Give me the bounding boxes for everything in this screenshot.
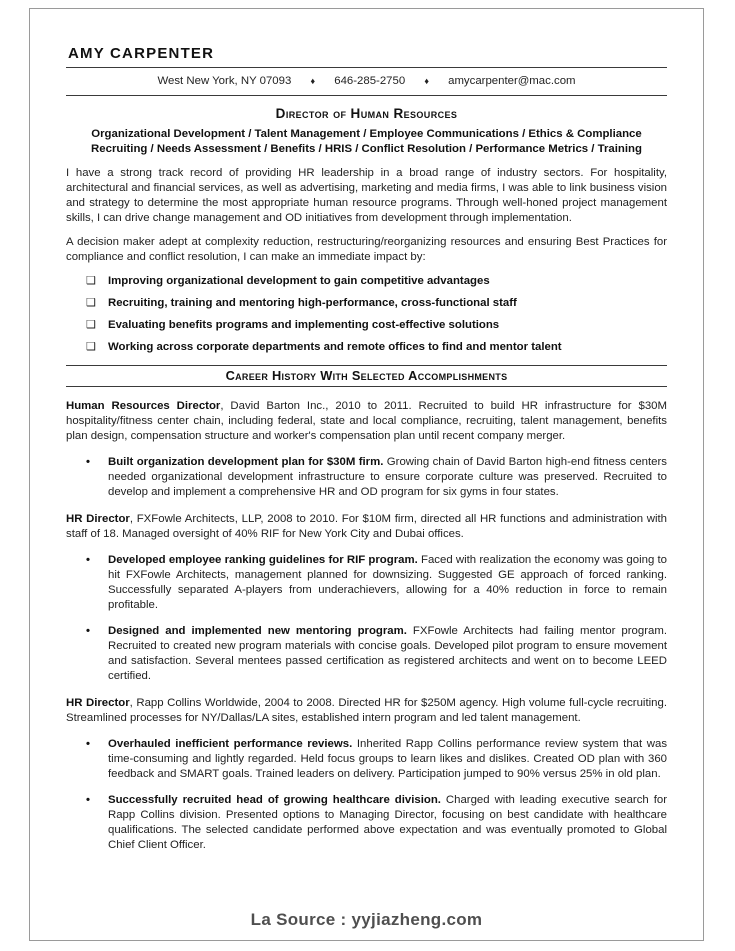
resume-page (29, 8, 704, 941)
diamond-separator-icon: ♦ (310, 76, 316, 86)
job-description: , Rapp Collins Worldwide, 2004 to 2008. Directed HR for $250M agency. High volume full-cycle recruiting. Streamlined processes for NY/Dallas/LA sites, established intern program and led talent management. (66, 697, 667, 724)
accomplishment-detail: Faced with realization the economy was going to hit FXFowle Architects, management planned for downsizing. Suggested GE approach of forced ranking. Successfully separated A-players from underachievers, allowing for a 40% reduction in force to remain profitable. (108, 554, 667, 611)
job-entry (66, 512, 667, 542)
summary-paragraph-1: I have a strong track record of providing HR leadership in a broad range of industry sectors. For hospitality, architectural and financial services, as well as advertising, marketing and media firms, I was able to link business vision and strategy to determine the most appropriate human resource programs. Through well-honed project management skills, I can drive change management and OD initiatives from development through implementation. (66, 167, 667, 224)
checkbox-bullet-icon: ❑ (86, 297, 96, 309)
job-description: , FXFowle Architects, LLP, 2008 to 2010. For $10M firm, directed all HR functions and administration with staff of 18. Managed oversight of 40% RIF for New York City and Dubai offices. (66, 513, 667, 540)
accomplishment-detail: FXFowle Architects had failing mentor program. Recruited to created new program materials with concise goals. Developed pilot program to ensure movement and satisfaction. Several mentees passed certification as registered architects and went on to become LEED certified. (108, 625, 667, 682)
dot-bullet-icon: • (86, 738, 90, 750)
contact-phone: 646-285-2750 (334, 75, 406, 87)
section-header-career-history: Career History With Selected Accomplishments (66, 365, 667, 387)
accomplishment-text (108, 737, 667, 782)
checkbox-bullet-icon: ❑ (86, 275, 96, 287)
job-accomplishment (66, 624, 667, 684)
job-entry (66, 696, 667, 726)
dot-bullet-icon: • (86, 625, 90, 637)
dot-bullet-icon: • (86, 456, 90, 468)
header-divider-top (66, 67, 667, 68)
impact-bullet-text: Evaluating benefits programs and implementing cost-effective solutions (108, 319, 500, 331)
contact-line (66, 73, 667, 90)
job-title: HR Director (66, 697, 130, 709)
skills-line-2: Recruiting / Needs Assessment / Benefits / HRIS / Conflict Resolution / Performance Metrics / Training (91, 143, 642, 155)
list-item (66, 274, 667, 289)
accomplishment-text (108, 553, 667, 613)
contact-email: amycarpenter@mac.com (448, 75, 576, 87)
job-accomplishment (66, 793, 667, 853)
checkbox-bullet-icon: ❑ (86, 341, 96, 353)
impact-bullet-text: Improving organizational development to gain competitive advantages (108, 275, 490, 287)
list-item (66, 340, 667, 355)
accomplishment-detail: Charged with leading executive search for Rapp Collins division. Presented options to Managing Director, focusing on best candidate with healthcare qualifications. The selected candidate performed above expectation and was eventually promoted to Global Chief Client Officer. (108, 794, 667, 851)
accomplishment-lead: Developed employee ranking guidelines for RIF program. (108, 554, 418, 566)
accomplishment-lead: Built organization development plan for $30M firm. (108, 456, 384, 468)
job-title: HR Director (66, 513, 130, 525)
candidate-name: AMY CARPENTER (68, 45, 215, 62)
job-accomplishment (66, 737, 667, 782)
dot-bullet-icon: • (86, 554, 90, 566)
checkbox-bullet-icon: ❑ (86, 319, 96, 331)
diamond-separator-icon: ♦ (424, 76, 429, 86)
job-accomplishment (66, 553, 667, 613)
header-divider-bottom (66, 95, 667, 96)
impact-bullet-text: Recruiting, training and mentoring high-performance, cross-functional staff (108, 297, 517, 309)
accomplishment-detail: Inherited Rapp Collins performance review system that was time-consuming and lightly regarded. Held focus groups to learn likes and dislikes. Created OD plan with 360 feedback and SMART goals. Trained leaders on delivery. Participation jumped to 90% versus 25% in old plan. (108, 738, 668, 780)
accomplishment-text (108, 455, 667, 500)
accomplishment-lead: Successfully recruited head of growing healthcare division. (108, 794, 441, 806)
accomplishment-lead: Designed and implemented new mentoring program. (108, 625, 407, 637)
resume-title: Director of Human Resources (275, 106, 458, 121)
accomplishment-detail: Growing chain of David Barton high-end fitness centers needed organizational development infrastructure to ensure corporate culture was preserved. Recruited to develop and implement a comprehensive HR and OD program for six gyms in four states. (108, 456, 667, 498)
accomplishment-text (108, 624, 667, 684)
job-accomplishment (66, 455, 667, 500)
list-item (66, 318, 667, 333)
list-item (66, 296, 667, 311)
accomplishment-text (108, 793, 667, 853)
skills-line-1: Organizational Development / Talent Management / Employee Communications / Ethics & Compliance (91, 128, 642, 140)
watermark-source-text: La Source : yyjiazheng.com (250, 910, 483, 929)
job-title: Human Resources Director (66, 400, 221, 412)
impact-bullet-list (66, 274, 667, 355)
skills-summary (66, 127, 667, 157)
summary-paragraph-2: A decision maker adept at complexity reduction, restructuring/reorganizing resources and ensuring Best Practices for compliance and conflict resolution, I can make an immediate impact by: (66, 236, 667, 263)
job-entry (66, 399, 667, 444)
job-description: , David Barton Inc., 2010 to 2011. Recruited to build HR infrastructure for $30M hospitality/fitness center chain, including federal, state and local compliance, recruiting, talent management, benefits plan design, compensation structure and worker's compensation plan until recent company merger. (66, 400, 667, 442)
dot-bullet-icon: • (86, 794, 90, 806)
contact-location: West New York, NY 07093 (157, 75, 292, 87)
impact-bullet-text: Working across corporate departments and remote offices to find and mentor talent (108, 341, 562, 353)
accomplishment-lead: Overhauled inefficient performance reviews. (108, 738, 353, 750)
